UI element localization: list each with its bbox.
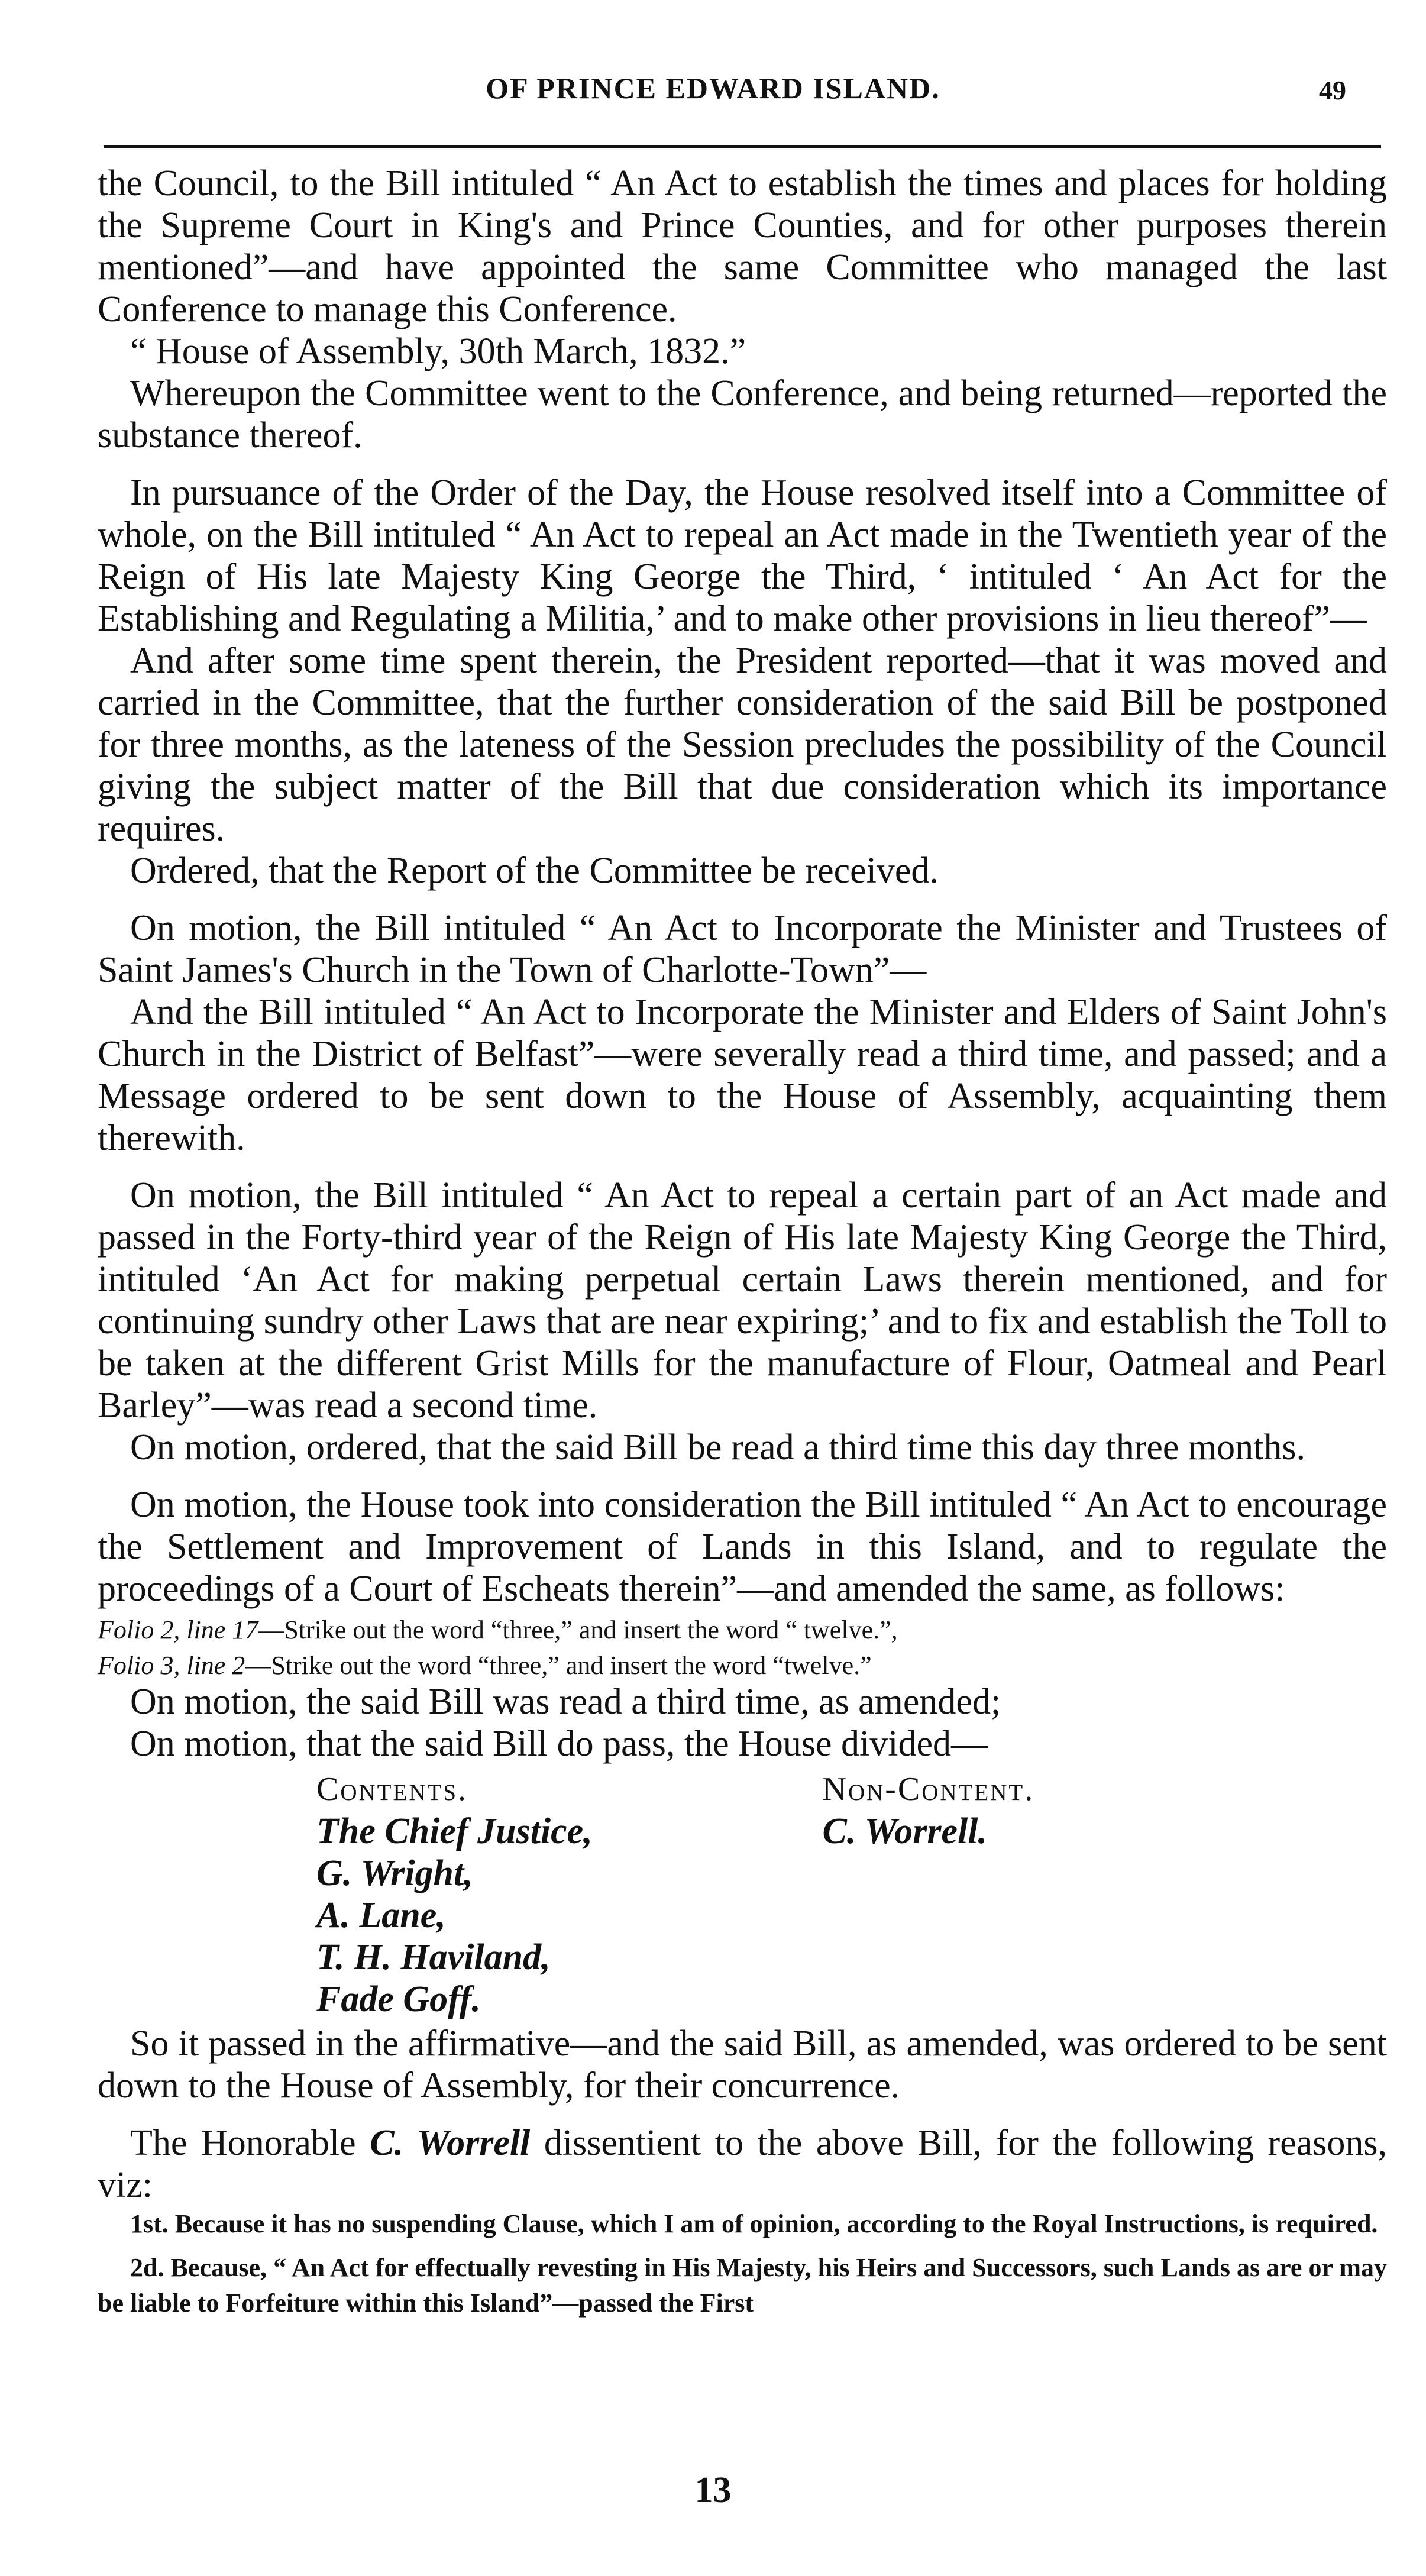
- signature-mark: 13: [694, 2470, 732, 2510]
- voter-name: C. Worrell.: [822, 1811, 987, 1851]
- dissent-suffix: dissentient to the above Bill, for the following reasons, viz:: [98, 2123, 1387, 2205]
- paragraph-report-received: Ordered, that the Report of the Committee be received.: [130, 851, 939, 891]
- paragraph-president-report: And after some time spent therein, the President reported—that it was moved and carried in the Committee, that the further consideration of the said Bill be postponed for three months, as the lateness of the Session precludes the possibility of the Council giving the subject matter of the Bill that due consideration which its importance requires.: [98, 641, 1387, 849]
- amendment-folio: Folio 3,: [98, 1651, 180, 1680]
- amendment-text: —Strike out the word “three,” and insert the word “ twelve.”,: [258, 1615, 898, 1644]
- header-rule: [104, 145, 1381, 148]
- amendment-line: [98, 1615, 1387, 1646]
- amendment-text: —Strike out the word “three,” and insert the word “twelve.”: [245, 1651, 872, 1680]
- paragraph-house-divided: On motion, that the said Bill do pass, the House divided—: [130, 1724, 988, 1764]
- paragraph-grist-mills-bill: On motion, the Bill intituled “ An Act to repeal a certain part of an Act made and passed in the Forty-third year of the Reign of His late Majesty King George the Third, intituled ‘An Act for making perpetual certain Laws therein mentioned, and for continuing sundry other Laws that are near expiring;’ and to fix and establish the Toll to be taken at the different Grist Mills for the manufacture of Flour, Oatmeal and Pearl Barley”—was read a second time.: [98, 1175, 1387, 1426]
- amendment-folio: Folio 2,: [98, 1615, 180, 1644]
- dissent-reasons: [98, 2206, 1387, 2321]
- voter-name: Fade Goff.: [316, 1979, 481, 2019]
- reason-second: 2d. Because, “ An Act for effectually revesting in His Majesty, his Heirs and Successors, such Lands as are or may be liable to Forfeiture within this Island”—passed the First: [98, 2253, 1387, 2318]
- paragraph-saint-john-bill: And the Bill intituled “ An Act to Incorporate the Minister and Elders of Saint John's Church in the District of Belfast”—were severally read a third time, and passed; and a Message ordered to be sent down to the House of Assembly, acquainting them therewith.: [98, 992, 1387, 1158]
- page-number: 49: [1319, 75, 1346, 105]
- reason-first: 1st. Because it has no suspending Clause, which I am of opinion, according to the Royal Instructions, is required.: [130, 2209, 1378, 2238]
- paragraph-saint-james-bill: On motion, the Bill intituled “ An Act to Incorporate the Minister and Trustees of Saint James's Church in the Town of Charlotte-Town”—: [98, 908, 1387, 990]
- noncontent-column: [823, 1769, 1237, 1853]
- voter-name: G. Wright,: [316, 1853, 473, 1893]
- noncontent-heading: Non-Content.: [822, 1771, 1035, 1808]
- amendment-line: [98, 1650, 1387, 1681]
- paragraph-militia-bill: In pursuance of the Order of the Day, the House resolved itself into a Committee of whole, on the Bill intituled “ An Act to repeal an Act made in the Twentieth year of the Reign of His late Majesty King George the Third, ‘ intituled ‘ An Act for the Establishing and Regulating a Militia,’ and to make other provisions in lieu thereof”—: [98, 473, 1387, 639]
- voter-name: T. H. Haviland,: [316, 1937, 551, 1977]
- paragraph-third-reading-deferred: On motion, ordered, that the said Bill be read a third time this day three months.: [130, 1427, 1305, 1468]
- paragraph-committee-returned: Whereupon the Committee went to the Conference, and being returned—reported the substance thereof.: [98, 373, 1387, 455]
- running-header-title: OF PRINCE EDWARD ISLAND.: [486, 72, 940, 105]
- contents-column: [192, 1769, 813, 2021]
- contents-heading: Contents.: [316, 1771, 468, 1808]
- paragraph-dissent: [98, 2122, 1387, 2206]
- page-body: [98, 163, 1387, 2321]
- dissenter-name: C. Worrell: [370, 2123, 531, 2163]
- paragraph-escheats-bill: On motion, the House took into consideration the Bill intituled “ An Act to encourage the Settlement and Improvement of Lands in this Island, and to regulate the proceedings of a Court of Escheats therein”—and amended the same, as follows:: [98, 1485, 1387, 1609]
- voter-name: A. Lane,: [316, 1895, 446, 1935]
- voter-name: The Chief Justice,: [316, 1811, 593, 1851]
- division-list: [192, 1769, 1286, 2021]
- paragraph-read-third-time: On motion, the said Bill was read a third time, as amended;: [130, 1682, 1001, 1722]
- amendment-line-ref: line 2: [186, 1651, 245, 1680]
- amendment-line-ref: line 17: [186, 1615, 258, 1644]
- paragraph-conference-message: the Council, to the Bill intituled “ An Act to establish the times and places for holding the Supreme Court in King's and Prince Counties, and for other purposes therein mentioned”—and have appointed the same Committee who managed the last Conference to manage this Conference.: [98, 163, 1387, 329]
- dissent-prefix: The Honorable: [130, 2123, 370, 2163]
- paragraph-passed-affirmative: So it passed in the affirmative—and the said Bill, as amended, was ordered to be sent down to the House of Assembly, for their concurrence.: [98, 2024, 1387, 2106]
- paragraph-house-date: “ House of Assembly, 30th March, 1832.”: [130, 331, 746, 371]
